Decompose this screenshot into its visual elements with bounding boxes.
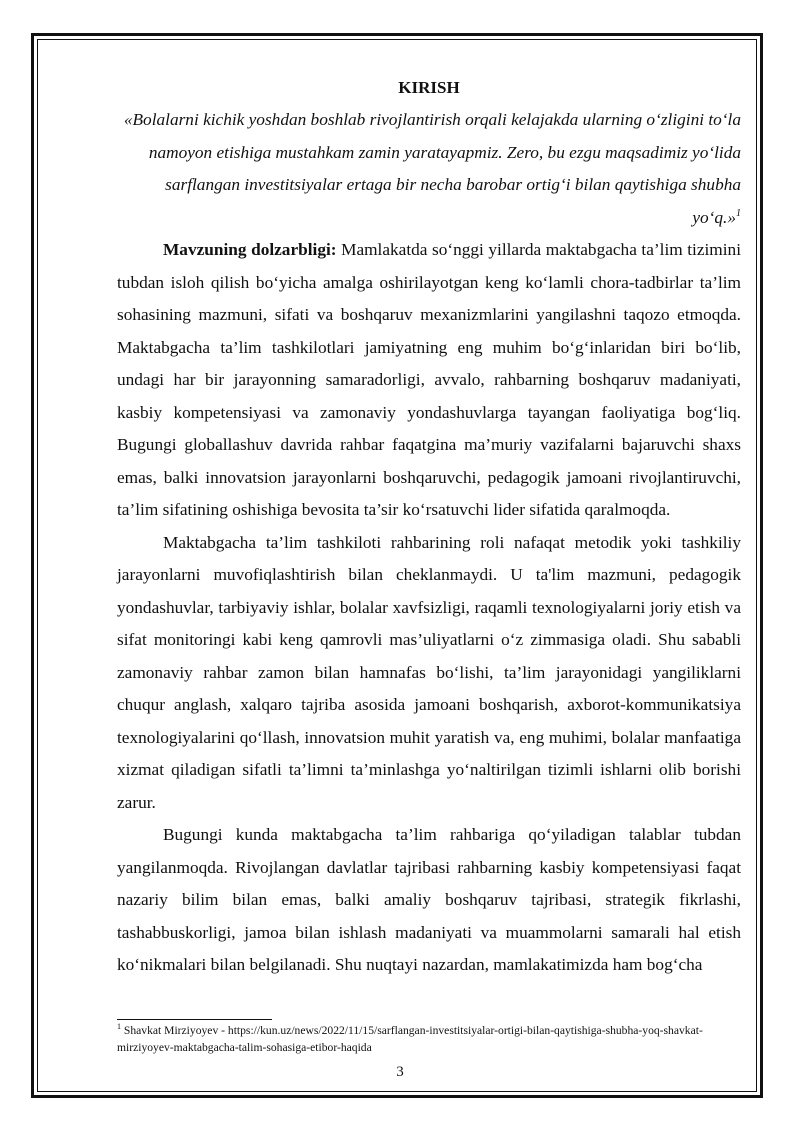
section-title: KIRISH [398,78,460,97]
footnote [117,1022,742,1056]
paragraph-text: Bugungi kunda maktabgacha ta’lim rahbariga qo‘yiladigan talablar tubdan yangilanmoqda. Rivojlangan davlatlar tajribasi rahbarning kasbiy kompetensiyasi faqat nazariy bilim bilan emas, balki amaliy boshqaruv tajribasi, strategik fikrlashi, tashabbuskorligi, jamoa bilan ishlash madaniyati va muammolarni samarali hal etish ko‘nikmalari bilan belgilanadi. Shu nuqtayi nazardan, mamlakatimizda ham bog‘cha [117,825,741,974]
paragraph-text: Mamlakatda so‘nggi yillarda maktabgacha ta’lim tizimini tubdan isloh qilish bo‘yicha amalga oshirilayotgan keng ko‘lamli chora-tadbirlar ta’lim sohasining mazmuni, sifati va boshqaruv mexanizmlarini yangilashni taqozo etmoqda. Maktabgacha ta’lim tashkilotlari jamiyatning eng muhim bo‘g‘inlaridan biri bo‘lib, undagi har bir jarayonning samaradorligi, avvalo, rahbarning boshqaruv madaniyati, kasbiy kompetensiyasi va zamonaviy yondashuvlarga tayangan faoliyatiga bog‘liq. Bugungi globallashuv davrida rahbar faqatgina ma’muriy vazifalarni bajaruvchi shaxs emas, balki innovatsion jarayonlarni boshqaruvchi, pedagogik jamoani rivojlantiruvchi, ta’lim sifatining oshishiga bevosita ta’sir ko‘rsatuvchi lider sifatida qaralmoqda. [117,240,741,519]
footnote-marker: 1 [117,1022,121,1032]
paragraph-requirements [117,819,741,982]
footnote-separator [117,1019,272,1020]
epigraph-footnote-marker: 1 [736,207,741,219]
paragraph-director-role [117,527,741,820]
epigraph-text: «Bolalarni kichik yoshdan boshlab rivojlantirish orqali kelajakda ularning o‘zligini to‘la namoyon etishiga mustahkam zamin yaratayapmiz. Zero, bu ezgu maqsadimiz yo‘lida sarflangan investitsiyalar ertaga bir necha barobar ortig‘i bilan qaytishiga shubha yo‘q.» [123,110,741,227]
document-body [117,66,741,982]
paragraph-lead: Mavzuning dolzarbligi: [163,240,337,259]
page-number: 3 [396,1064,404,1080]
paragraph-relevance [117,234,741,527]
footnote-text: Shavkat Mirziyoyev - https://kun.uz/news/2022/11/15/sarflangan-investitsiyalar-ortigi-bilan-qaytishiga-shubha-yoq-shavkat-mirziyoyev-maktabgacha-talim-sohasiga-etibor-haqida [117,1024,703,1054]
paragraph-text: Maktabgacha ta’lim tashkiloti rahbarining roli nafaqat metodik yoki tashkiliy jarayonlarni muvofiqlashtirish bilan cheklanmaydi. U ta'lim mazmuni, pedagogik yondashuvlar, tarbiyaviy ishlar, bolalar xavfsizligi, raqamli texnologiyalarni joriy etish va sifat monitoringi kabi keng qamrovli mas’uliyatlarni o‘z zimmasiga oladi. Shu sababli zamonaviy rahbar zamon bilan hamnafas bo‘lishi, ta’lim jarayonidagi yangiliklarni chuqur anglash, xalqaro tajriba asosida jamoani boshqarish, axborot-kommunikatsiya texnologiyalarini qo‘llash, innovatsion muhit yaratish va, eng muhimi, bolalar manfaatiga xizmat qiladigan sifatli ta’limni ta’minlashga yo‘naltirilgan tizimli ishlarni olib borishi zarur. [117,532,741,812]
epigraph-quote [117,104,741,234]
